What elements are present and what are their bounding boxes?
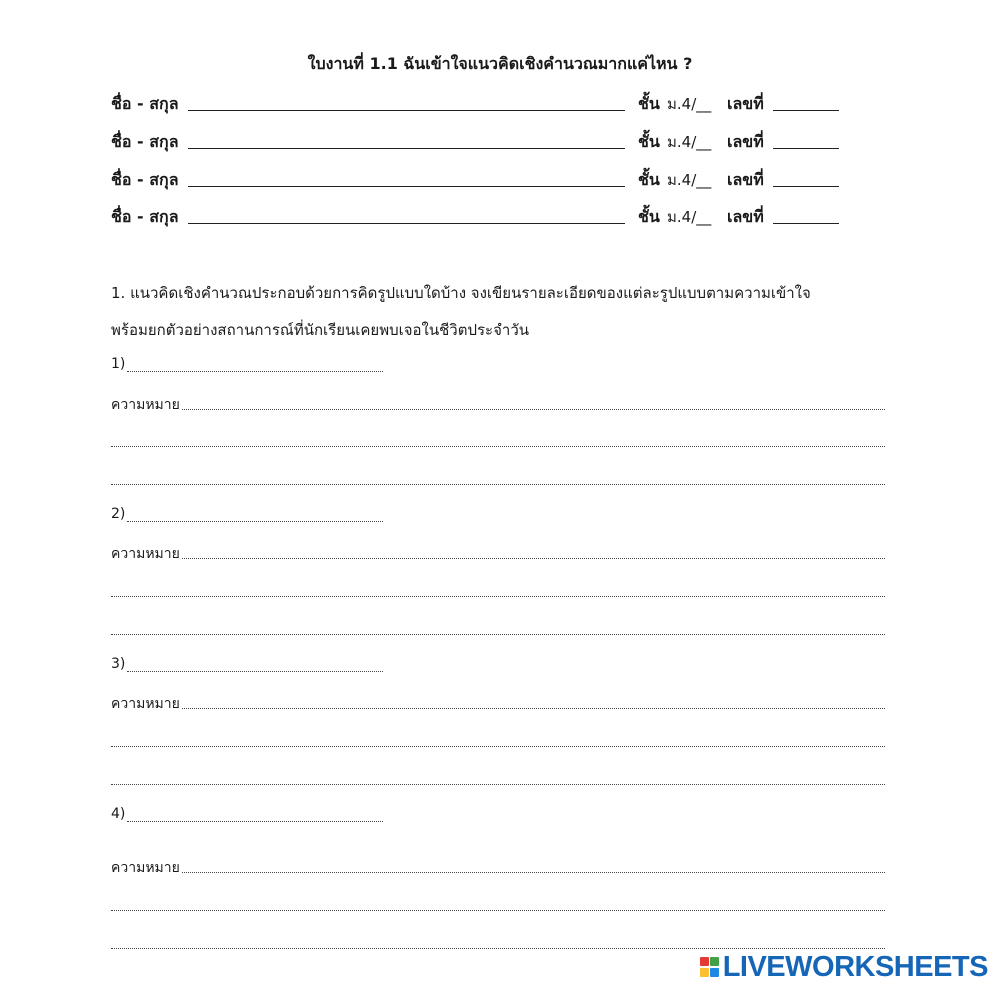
number-label: เลขที่ [727, 170, 764, 189]
answer-item-line[interactable] [111, 506, 383, 526]
name-label: ชื่อ - สกุล [111, 132, 179, 151]
number-blank[interactable] [773, 110, 839, 111]
name-label: ชื่อ - สกุล [111, 207, 179, 226]
meaning-line[interactable] [111, 857, 885, 877]
answer-dotted-line[interactable] [111, 895, 885, 915]
name-label: ชื่อ - สกุล [111, 170, 179, 189]
answer-item-line[interactable] [111, 806, 383, 826]
number-label: เลขที่ [727, 132, 764, 151]
meaning-label: ความหมาย [111, 397, 180, 413]
answer-dotted-line[interactable] [111, 431, 885, 451]
answer-item-number: 2) [111, 506, 126, 522]
answer-item-line[interactable] [111, 356, 383, 376]
liveworksheets-logo-icon [700, 957, 720, 977]
name-blank[interactable] [188, 110, 625, 111]
class-label: ชั้น [638, 207, 660, 226]
answer-item-line[interactable] [111, 656, 383, 676]
meaning-label: ความหมาย [111, 696, 180, 712]
answer-dotted-line[interactable] [111, 581, 885, 601]
meaning-label: ความหมาย [111, 546, 180, 562]
question-text-line: พร้อมยกตัวอย่างสถานการณ์ที่นักเรียนเคยพบเจอในชีวิตประจำวัน [111, 321, 529, 339]
meaning-label: ความหมาย [111, 860, 180, 876]
name-label: ชื่อ - สกุล [111, 94, 179, 113]
class-value: ม.4/__ [667, 171, 712, 189]
number-blank[interactable] [773, 223, 839, 224]
answer-dotted-line[interactable] [111, 731, 885, 751]
name-blank[interactable] [188, 223, 625, 224]
answer-dotted-line[interactable] [111, 619, 885, 639]
name-blank[interactable] [188, 148, 625, 149]
number-blank[interactable] [773, 148, 839, 149]
liveworksheets-logo [700, 950, 988, 984]
class-value: ม.4/__ [667, 95, 712, 113]
class-label: ชั้น [638, 132, 660, 151]
class-label: ชั้น [638, 94, 660, 113]
name-blank[interactable] [188, 186, 625, 187]
answer-item-number: 1) [111, 356, 126, 372]
class-label: ชั้น [638, 170, 660, 189]
answer-item-number: 3) [111, 656, 126, 672]
answer-item-number: 4) [111, 806, 126, 822]
meaning-line[interactable] [111, 543, 885, 563]
number-label: เลขที่ [727, 94, 764, 113]
liveworksheets-wordmark: LIVEWORKSHEETS [722, 950, 988, 983]
question-text-line: 1. แนวคิดเชิงคำนวณประกอบด้วยการคิดรูปแบบใดบ้าง จงเขียนรายละเอียดของแต่ละรูปแบบตามความเข้าใจ [111, 284, 811, 302]
meaning-line[interactable] [111, 693, 885, 713]
number-blank[interactable] [773, 186, 839, 187]
meaning-line[interactable] [111, 394, 885, 414]
answer-dotted-line[interactable] [111, 769, 885, 789]
worksheet-title: ใบงานที่ 1.1 ฉันเข้าใจแนวคิดเชิงคำนวณมากแค่ไหน ? [307, 54, 693, 73]
class-value: ม.4/__ [667, 133, 712, 151]
class-value: ม.4/__ [667, 208, 712, 226]
answer-dotted-line[interactable] [111, 469, 885, 489]
number-label: เลขที่ [727, 207, 764, 226]
